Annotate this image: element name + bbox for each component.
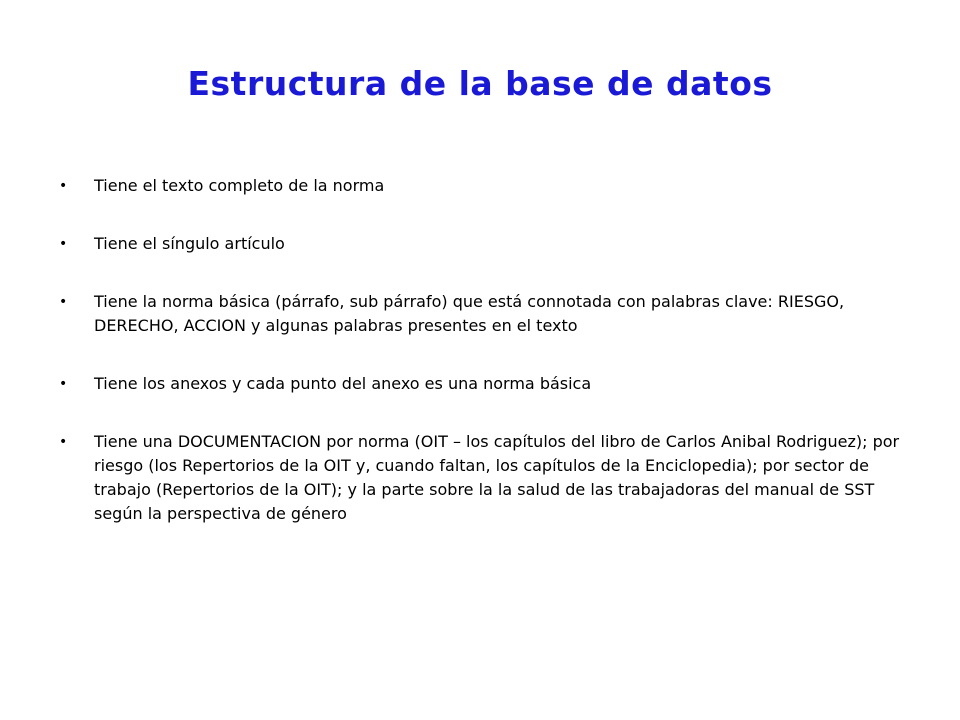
bullet-item (56, 232, 906, 256)
bullet-dot-icon: • (59, 236, 68, 252)
bullet-item (56, 430, 906, 526)
bullet-text: Tiene el síngulo artículo (94, 234, 285, 253)
bullet-text: Tiene los anexos y cada punto del anexo es una norma básica (94, 374, 592, 393)
bullet-dot-icon: • (59, 376, 68, 392)
bullet-item (56, 290, 906, 338)
bullet-dot-icon: • (59, 434, 68, 450)
bullet-text: Tiene la norma básica (párrafo, sub párrafo) que está connotada con palabras clave: RIESGO, DERECHO, ACCION y algunas palabras presentes en el texto (94, 292, 845, 335)
slide-title: Estructura de la base de datos (187, 64, 773, 103)
bullet-text: Tiene el texto completo de la norma (94, 176, 385, 195)
bullet-item (56, 372, 906, 396)
bullet-text: Tiene una DOCUMENTACION por norma (OIT – los capítulos del libro de Carlos Anibal Rodriguez); por riesgo (los Repertorios de la OIT y, cuando faltan, los capítulos de la Enciclopedia); por sector de trabajo (Repertorios de la OIT); y la parte sobre la la salud de las trabajadoras del manual de SST según la perspectiva de género (94, 432, 900, 523)
bullet-item (56, 174, 906, 198)
bullet-dot-icon: • (59, 294, 68, 310)
bullet-list (56, 174, 906, 560)
bullet-dot-icon: • (59, 178, 68, 194)
